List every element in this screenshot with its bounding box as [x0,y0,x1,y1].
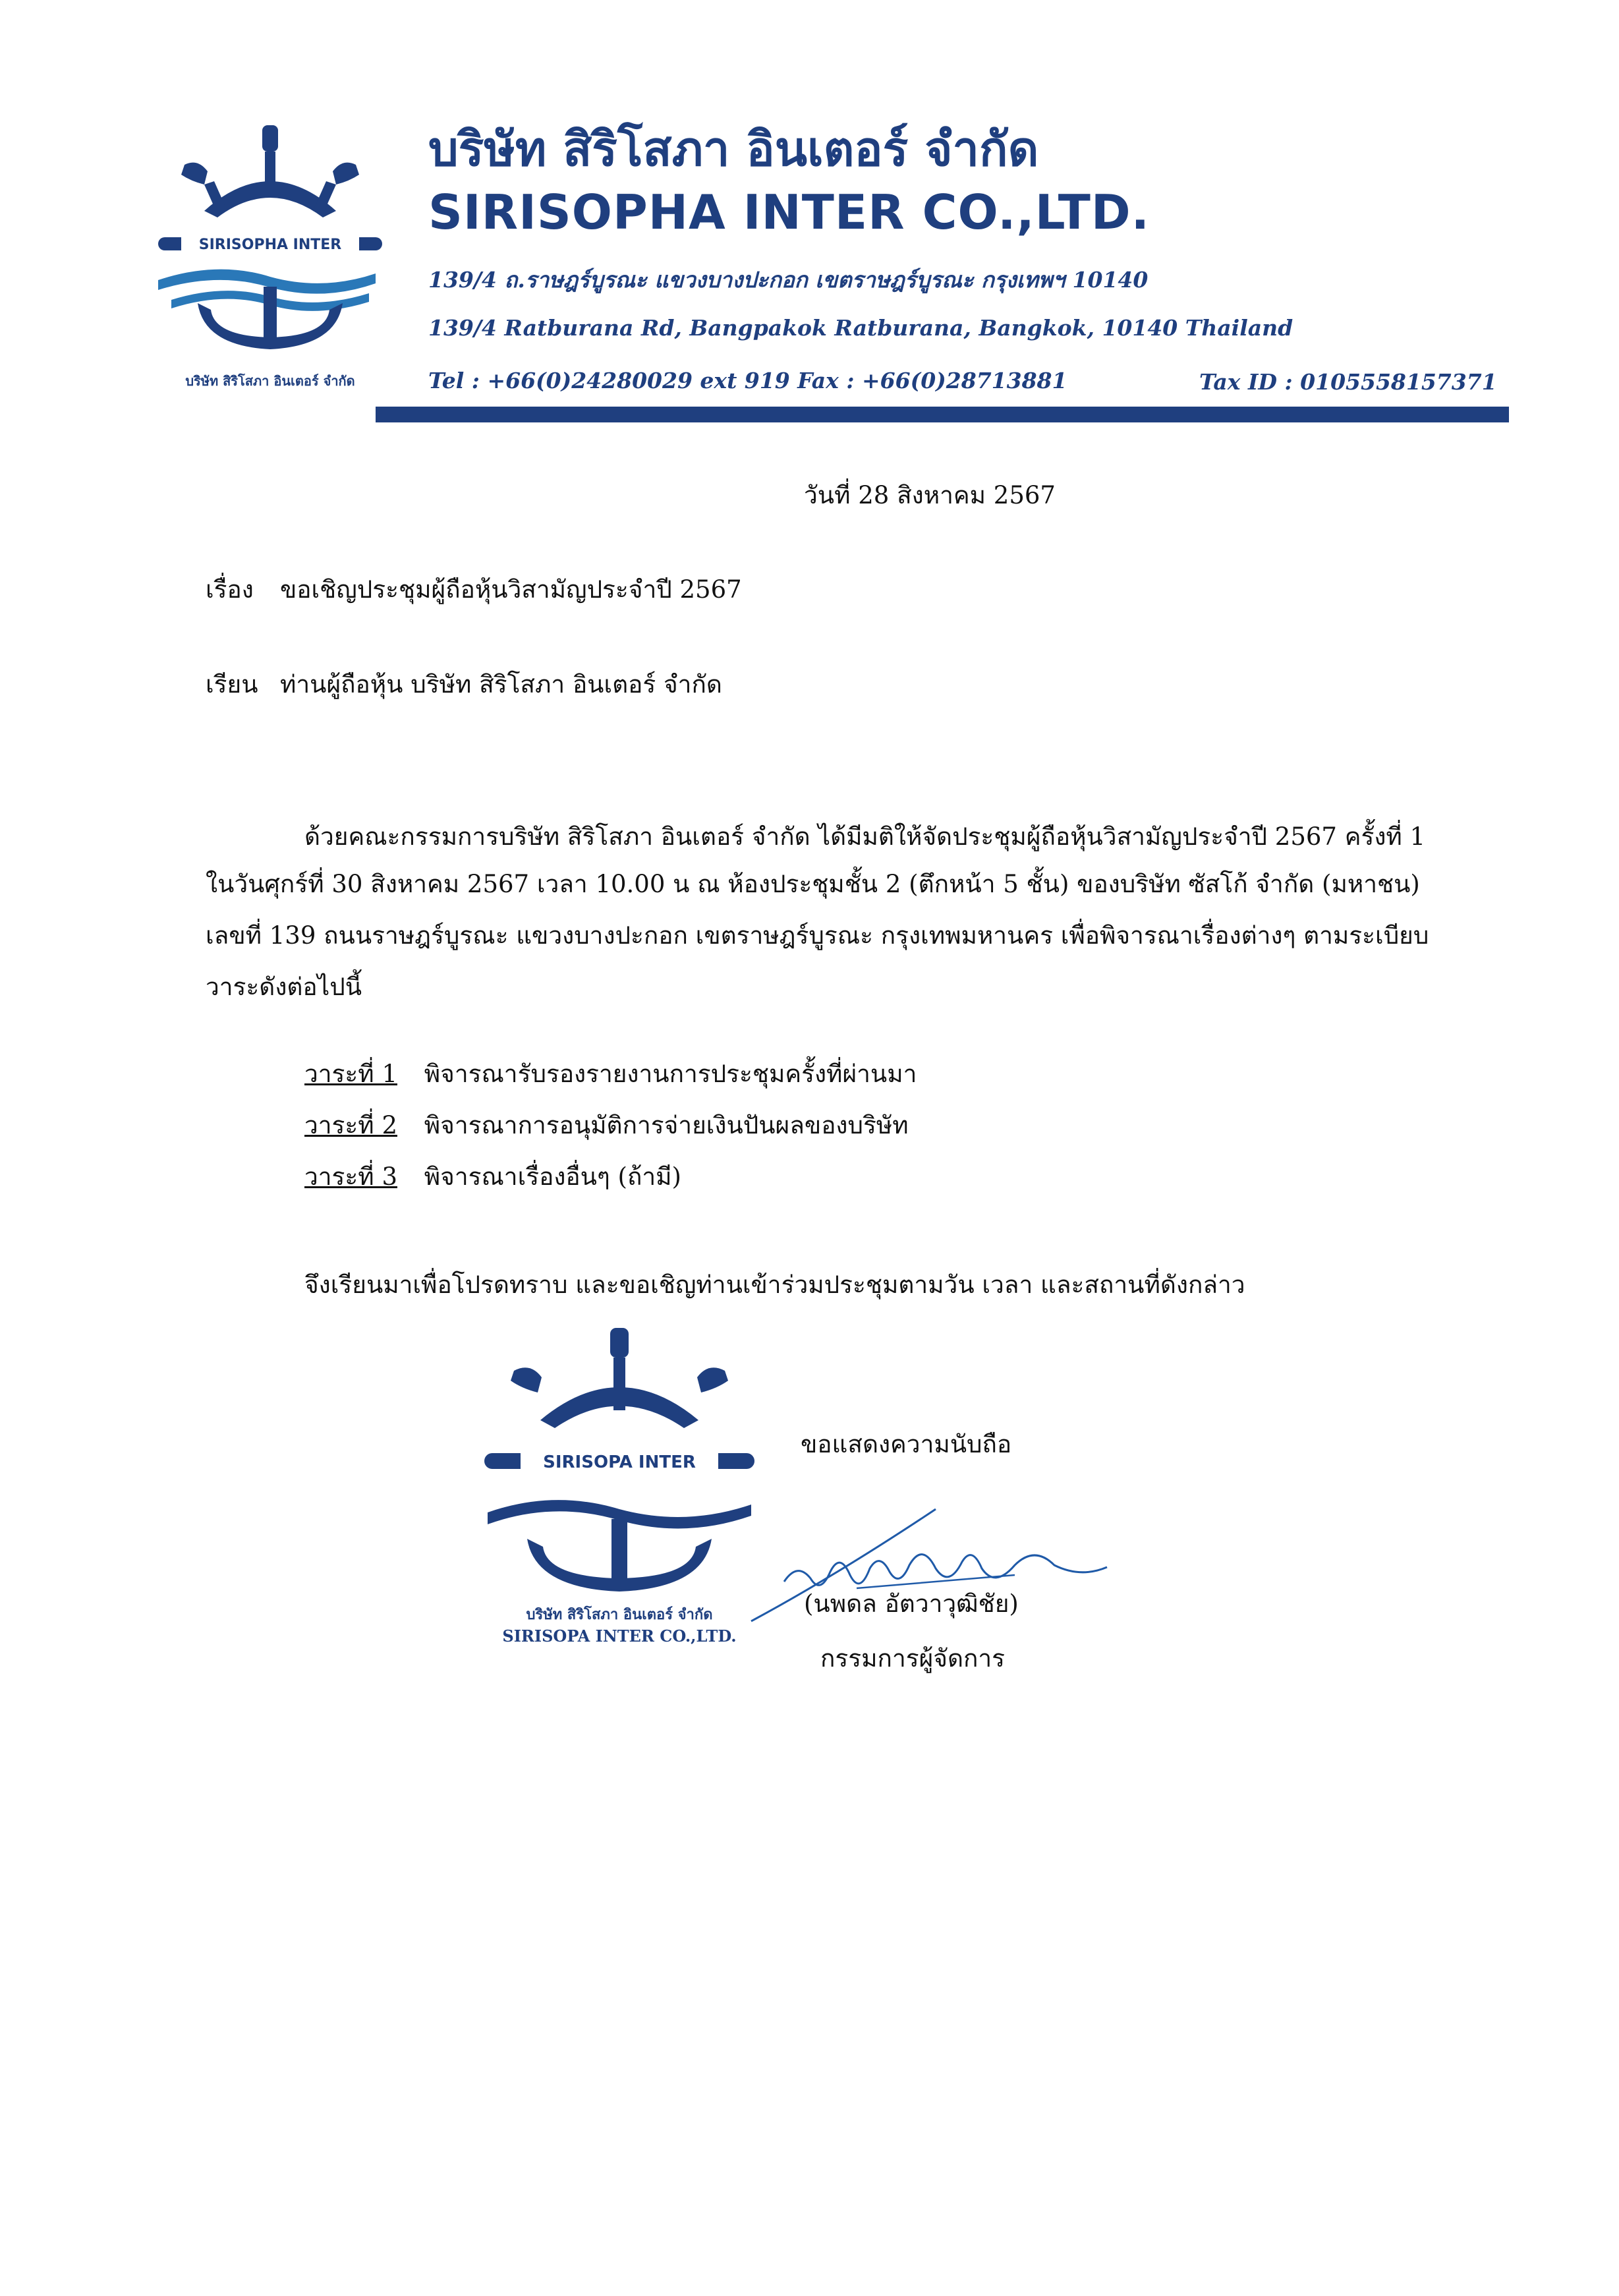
agenda-label: วาระที่ 1 [304,1060,397,1088]
agenda-text: พิจารณาเรื่องอื่นๆ (ถ้ามี) [424,1162,681,1191]
header-rule [376,407,1509,422]
agenda-item [304,1111,909,1140]
anchor-icon [527,1519,712,1592]
subject-text: ขอเชิญประชุมผู้ถือหุ้นวิสามัญประจำปี 2567 [280,575,742,604]
signer-position: กรรมการผู้จัดการ [820,1644,1006,1673]
regards: ขอแสดงความนับถือ [801,1430,1012,1458]
paragraph-line: วาระดังต่อไปนี้ [206,973,362,1001]
agenda-text: พิจารณารับรองรายงานการประชุมครั้งที่ผ่านมา [424,1060,917,1088]
tax-id: Tax ID : 0105558157371 [1199,369,1497,395]
signer-name: (นพดล อัตวาวุฒิชัย) [804,1590,1019,1618]
agenda-text: พิจารณาการอนุมัติการจ่ายเงินปันผลของบริษัท [424,1111,909,1139]
logo-banner-text: SIRISOPHA INTER [198,237,342,253]
ship-wheel-icon [181,125,359,217]
company-stamp [481,1321,758,1651]
subject-label: เรื่อง [206,575,254,604]
contact-info: Tel : +66(0)24280029 ext 919 Fax : +66(0)28713881 [428,368,1067,393]
paragraph-line: เลขที่ 139 ถนนราษฎร์บูรณะ แขวงบางปะกอก เขตราษฎร์บูรณะ กรุงเทพมหานคร เพื่อพิจารณาเรื่องต่างๆ ตามระเบียบ [206,921,1429,950]
agenda-label: วาระที่ 3 [304,1162,397,1191]
letter-date: วันที่ 28 สิงหาคม 2567 [804,481,1056,509]
company-name-th: บริษัท สิริโสภา อินเตอร์ จำกัด [428,121,1039,177]
stamp-caption-th: บริษัท สิริโสภา อินเตอร์ จำกัด [526,1607,713,1623]
company-logo [145,119,395,395]
address-th: 139/4 ถ.ราษฎร์บูรณะ แขวงบางปะกอก เขตราษฎร์บูรณะ กรุงเทพฯ 10140 [428,267,1149,293]
agenda-item [304,1162,681,1191]
logo-caption: บริษัท สิริโสภา อินเตอร์ จำกัด [185,373,355,389]
recipient-label: เรียน [206,670,258,699]
address-en: 139/4 Ratburana Rd, Bangpakok Ratburana, Bangkok, 10140 Thailand [428,315,1293,341]
ship-wheel-icon [511,1328,728,1428]
company-name-en: SIRISOPHA INTER CO.,LTD. [428,185,1150,240]
closing-sentence: จึงเรียนมาเพื่อโปรดทราบ และขอเชิญท่านเข้าร่วมประชุมตามวัน เวลา และสถานที่ดังกล่าว [304,1271,1245,1299]
paragraph-line: ในวันศุกร์ที่ 30 สิงหาคม 2567 เวลา 10.00 น ณ ห้องประชุมชั้น 2 (ตึกหน้า 5 ชั้น) ของบริษัท ซัสโก้ จำกัด (มหาชน) [206,870,1420,898]
stamp-caption-en: SIRISOPA INTER CO.,LTD. [502,1626,737,1646]
agenda-label: วาระที่ 2 [304,1111,397,1139]
recipient-text: ท่านผู้ถือหุ้น บริษัท สิริโสภา อินเตอร์ จำกัด [280,670,722,699]
stamp-banner-text: SIRISOPA INTER [543,1452,696,1472]
agenda-item [304,1060,917,1089]
paragraph-line: ด้วยคณะกรรมการบริษัท สิริโสภา อินเตอร์ จำกัด ได้มีมติให้จัดประชุมผู้ถือหุ้นวิสามัญประจำปี 2567 ครั้งที่ 1 [304,822,1426,851]
